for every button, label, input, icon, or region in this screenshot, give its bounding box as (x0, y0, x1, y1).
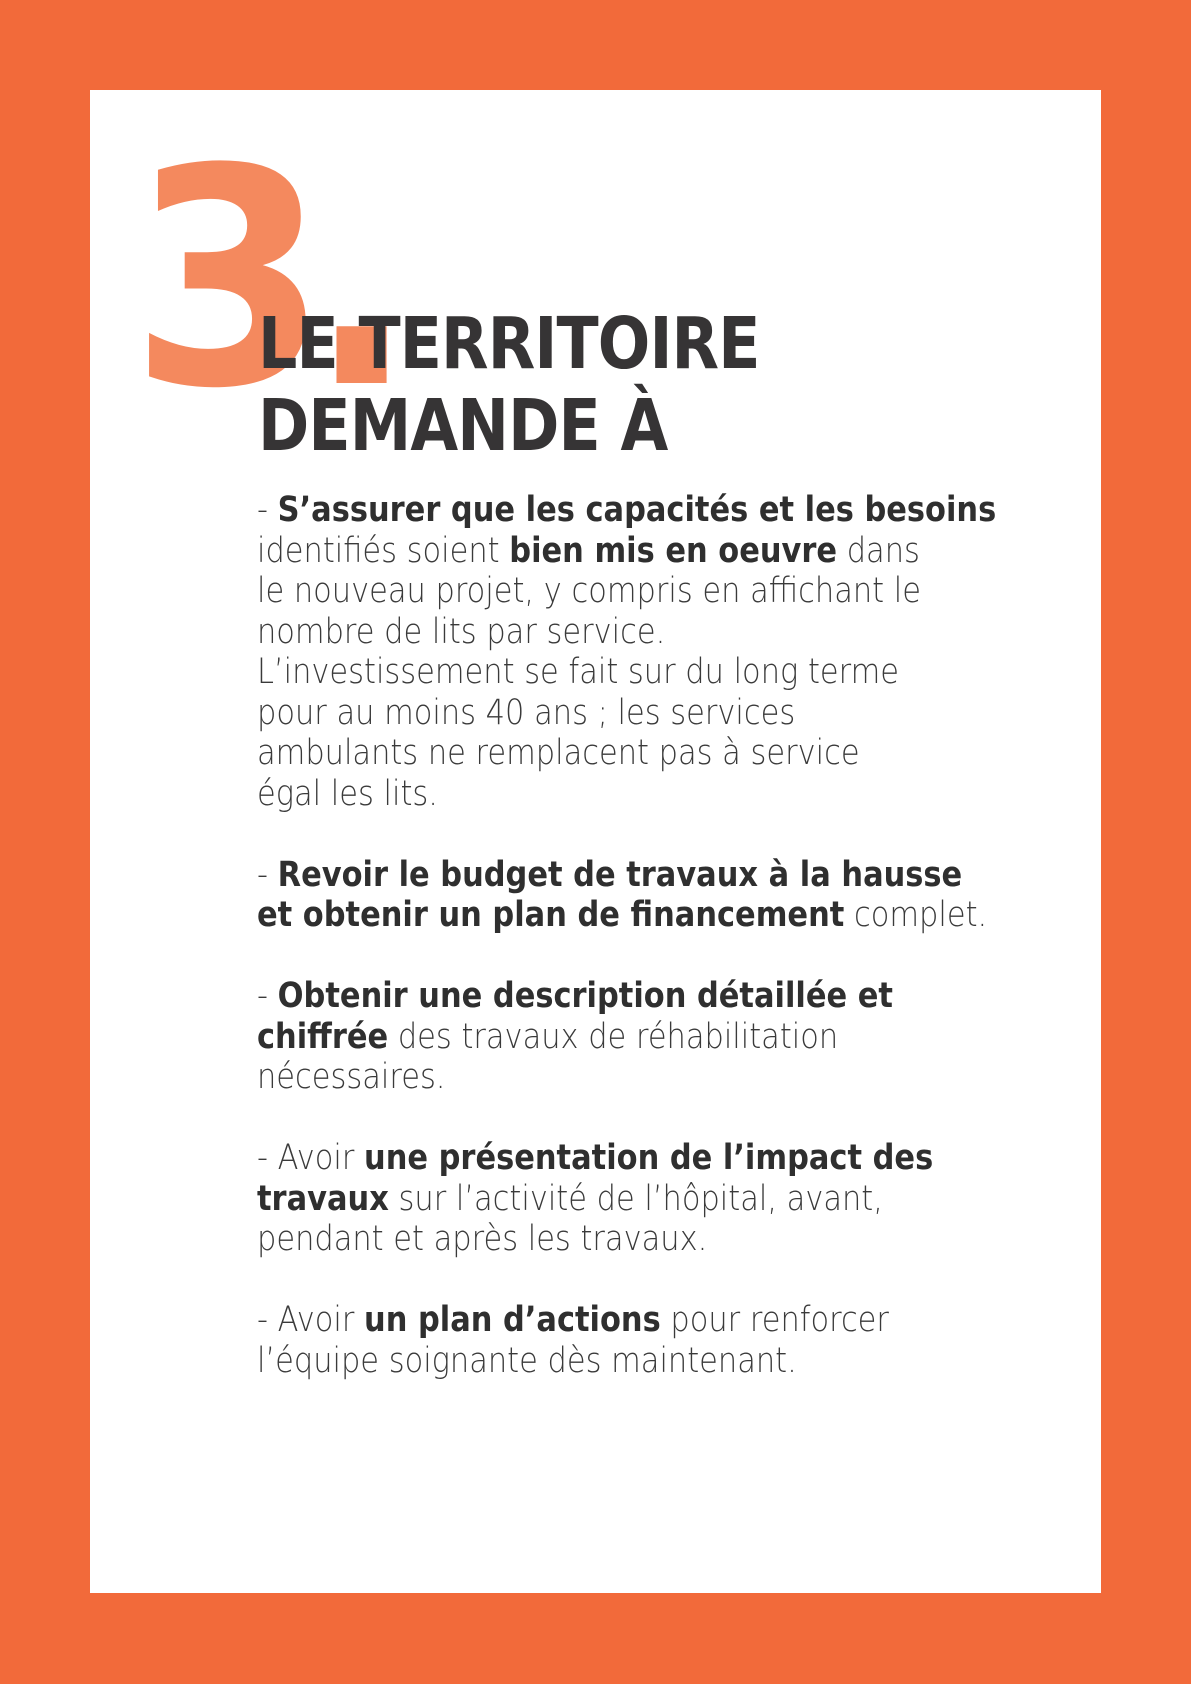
demand-emphasis: bien mis en oeuvre (509, 530, 838, 571)
title-line-2: DEMANDE À (258, 384, 668, 467)
demand-emphasis: Revoir le budget de travaux à la hausse (277, 854, 963, 895)
demand-item (257, 855, 1040, 936)
demand-text: - (257, 490, 278, 530)
demands-list (257, 490, 1040, 1422)
demand-emphasis: et obtenir un plan de financement (257, 895, 845, 935)
demand-emphasis: chiffrée (257, 1016, 389, 1057)
demand-text: ambulants ne remplacent pas à service (257, 733, 860, 773)
demand-item (257, 976, 1040, 1098)
demand-text: pour renforcer (660, 1300, 889, 1340)
demand-text: - Avoir (257, 1300, 365, 1340)
demand-item (257, 490, 1040, 814)
demand-text: des travaux de réhabilitation (388, 1016, 839, 1057)
demand-text: pendant et après les travaux. (257, 1219, 708, 1259)
demand-text: pour au moins 40 ans ; les services (257, 692, 796, 733)
demand-emphasis: un plan d’actions (364, 1300, 661, 1340)
demand-text: sur l’activité de l’hôpital, avant, (388, 1178, 883, 1219)
title-line-1: LE TERRITOIRE (258, 302, 760, 385)
demand-text: dans (837, 530, 920, 571)
demand-text: complet. (844, 895, 988, 935)
demand-text: - (257, 976, 278, 1016)
demand-text: - (257, 854, 278, 895)
demand-text: - Avoir (257, 1138, 365, 1178)
demand-emphasis: Obtenir une description détaillée et (277, 976, 893, 1016)
demand-text: nécessaires. (257, 1057, 446, 1097)
demand-text: l’équipe soignante dès maintenant. (257, 1340, 797, 1381)
demand-emphasis: travaux (257, 1178, 389, 1219)
demand-text: identifiés soient (257, 530, 510, 571)
demand-text: égal les lits. (257, 773, 438, 814)
demand-item (257, 1138, 1040, 1260)
demand-text: le nouveau projet, y compris en affichant le (257, 571, 922, 611)
demand-emphasis: S’assurer que les capacités et les besoins (277, 490, 997, 530)
demand-text: L’investissement se fait sur du long terme (257, 652, 900, 692)
section-number: 3. (130, 105, 395, 454)
demand-item (257, 1300, 1040, 1381)
demand-emphasis: une présentation de l’impact des (364, 1138, 934, 1178)
demand-text: nombre de lits par service. (257, 611, 666, 652)
section-title (258, 303, 760, 467)
